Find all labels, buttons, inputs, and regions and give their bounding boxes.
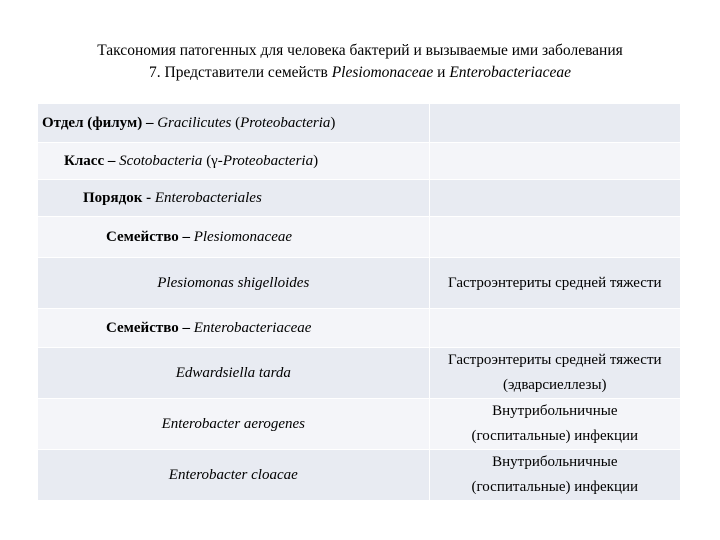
row-species-4 (38, 450, 681, 501)
row-family-1 (38, 217, 681, 258)
order-cell (38, 180, 430, 217)
species1-name: Plesiomonas shigelloides (157, 274, 310, 291)
title-family-1: Plesiomonaceae (331, 64, 434, 81)
taxonomy-table (37, 103, 681, 501)
title-line-2-prefix: 7. Представители семейств (149, 64, 332, 81)
species3-disease-line1: Внутрибольничные (492, 403, 618, 419)
species3-disease (429, 399, 680, 450)
species4-cell (38, 450, 430, 501)
title-line-2 (0, 62, 720, 84)
row-species-3 (38, 399, 681, 450)
order-label: Порядок - (83, 189, 155, 206)
row-species-2 (38, 348, 681, 399)
species4-disease-line1: Внутрибольничные (492, 454, 618, 470)
family2-disease-cell (429, 309, 680, 348)
family1-name: Plesiomonaceae (193, 228, 293, 245)
species4-name: Enterobacter cloacae (168, 466, 298, 483)
class-alt: Proteobacteria (222, 152, 314, 169)
species4-disease (429, 450, 680, 501)
family2-name: Enterobacteriaceae (193, 319, 312, 336)
species2-disease (429, 348, 680, 399)
title-line-1: Таксономия патогенных для человека бактерий и вызываемые ими заболевания (97, 42, 623, 59)
phylum-label: Отдел (филум) – (42, 114, 158, 131)
order-disease-cell (429, 180, 680, 217)
species3-name: Enterobacter aerogenes (161, 415, 305, 432)
species3-disease-line2: (госпитальные) инфекции (471, 428, 639, 444)
species2-disease-line1: Гастроэнтериты средней тяжести (448, 352, 662, 368)
family2-label: Семейство – (106, 319, 194, 336)
phylum-paren-close: ) (330, 114, 336, 131)
family1-disease-cell (429, 217, 680, 258)
row-species-1 (38, 258, 681, 309)
species3-cell (38, 399, 430, 450)
species2-cell (38, 348, 430, 399)
species2-name: Edwardsiella tarda (175, 364, 291, 381)
phylum-disease-cell (429, 104, 680, 143)
family1-cell (38, 217, 430, 258)
class-paren-open: (γ- (202, 152, 223, 169)
title-and: и (433, 64, 450, 81)
phylum-cell (38, 104, 430, 143)
species2-disease-line2: (эдварсиеллезы) (503, 377, 607, 393)
family1-label: Семейство – (106, 228, 194, 245)
class-label: Класс – (64, 152, 120, 169)
row-class (38, 143, 681, 180)
phylum-name: Gracilicutes (157, 114, 232, 131)
title-family-2: Enterobacteriaceae (449, 64, 571, 81)
class-name: Scotobacteria (119, 152, 203, 169)
species1-cell (38, 258, 430, 309)
slide-title (0, 40, 720, 84)
order-name: Enterobacteriales (154, 189, 262, 206)
row-family-2 (38, 309, 681, 348)
class-paren-close: ) (313, 152, 319, 169)
class-disease-cell (429, 143, 680, 180)
phylum-paren-open: ( (231, 114, 241, 131)
class-cell (38, 143, 430, 180)
phylum-alt: Proteobacteria (240, 114, 331, 131)
row-order (38, 180, 681, 217)
species1-disease: Гастроэнтериты средней тяжести (429, 258, 680, 309)
row-phylum (38, 104, 681, 143)
family2-cell (38, 309, 430, 348)
species4-disease-line2: (госпитальные) инфекции (471, 479, 639, 495)
